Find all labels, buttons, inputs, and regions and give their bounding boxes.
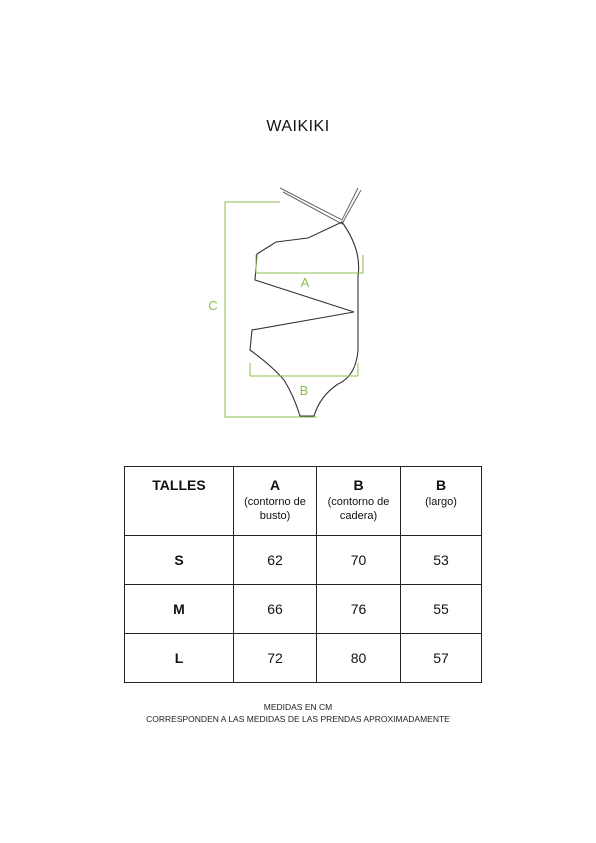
note-line-2: CORRESPONDEN A LAS MEDIDAS DE LAS PRENDAS APROXIMADAMENTE	[146, 714, 450, 724]
header-col-a-sub: (contorno de busto)	[244, 496, 306, 522]
note-line-1: MEDIDAS EN CM	[263, 702, 333, 712]
size-cell: S	[125, 536, 234, 585]
size-cell: M	[125, 585, 234, 634]
dimension-a	[256, 255, 363, 273]
size-table	[124, 466, 482, 683]
header-row	[125, 467, 482, 536]
header-col-b2-main: B	[435, 477, 447, 493]
value-cell-b1: 70	[317, 536, 401, 585]
value-cell-b2: 55	[401, 585, 482, 634]
header-col-b1	[317, 467, 401, 536]
header-col-b1-main: B	[353, 477, 364, 493]
label-a: A	[300, 275, 310, 290]
size-cell: L	[125, 634, 234, 683]
strap-lines	[280, 188, 361, 224]
value-cell-b2: 53	[401, 536, 482, 585]
swimsuit-diagram	[180, 180, 400, 430]
value-cell-b1: 76	[317, 585, 401, 634]
label-c: C	[208, 298, 218, 313]
value-cell-a: 72	[234, 634, 317, 683]
table-row	[125, 536, 482, 585]
value-cell-b1: 80	[317, 634, 401, 683]
header-col-b2-sub: (largo)	[425, 496, 457, 508]
header-col-b1-sub: (contorno de cadera)	[327, 496, 390, 522]
header-col-a-main: A	[269, 477, 281, 493]
page-title: WAIKIKI	[266, 118, 330, 135]
value-cell-a: 62	[234, 536, 317, 585]
header-col-a	[234, 467, 317, 536]
header-talles: TALLES	[125, 467, 234, 536]
label-b: B	[299, 383, 309, 398]
value-cell-a: 66	[234, 585, 317, 634]
table-row	[125, 585, 482, 634]
header-col-b2	[401, 467, 482, 536]
table-row	[125, 634, 482, 683]
dimension-b	[250, 363, 358, 376]
measurement-note	[0, 701, 596, 725]
value-cell-b2: 57	[401, 634, 482, 683]
